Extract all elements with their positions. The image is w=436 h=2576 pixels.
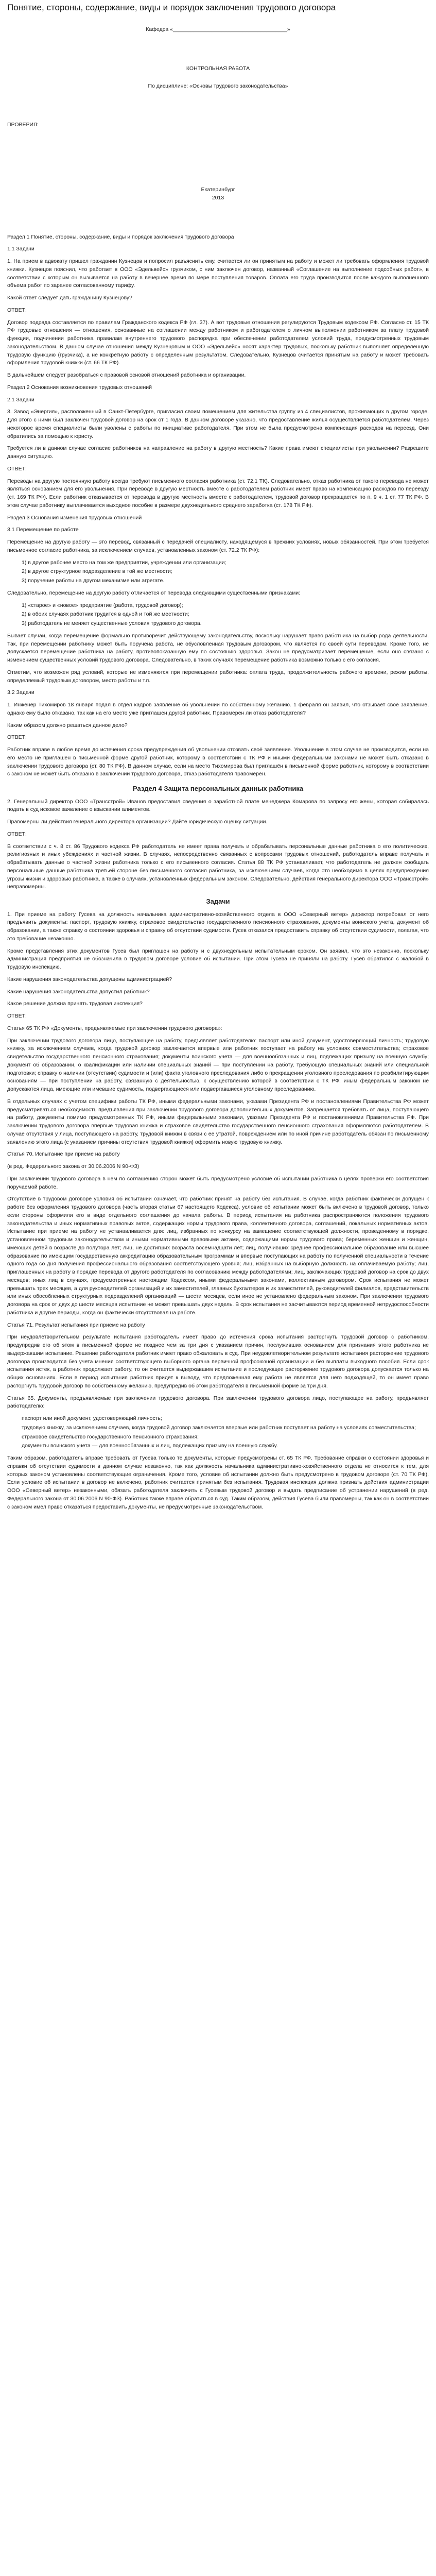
paragraph: Статья 65. Документы, предъявляемые при заключении трудового договора. При заключении трудового договора лицо, поступающее на работу, предъявляет работодателю: bbox=[7, 1395, 429, 1410]
list-item: 1) в другое рабочее место на том же предприятии, учреждении или организации; bbox=[22, 559, 226, 566]
paragraph: Раздел 2 Основания возникновения трудовых отношений bbox=[7, 384, 152, 391]
list-item: 2) в другое структурное подразделение в той же местности; bbox=[22, 568, 172, 575]
document-title: Понятие, стороны, содержание, виды и порядок заключения трудового договора bbox=[7, 3, 336, 12]
paragraph: Какой ответ следует дать гражданину Кузнецову? bbox=[7, 295, 132, 301]
paragraph: 2.1 Задачи bbox=[7, 396, 34, 403]
paragraph: (в ред. Федерального закона от 30.06.2006 N 90-ФЗ) bbox=[7, 1163, 139, 1170]
paragraph: Бывает случаи, когда перемещение формально противоречит действующему законодательству, поскольку нарушает право работника на выбор рода деятельности. Так, при перемещении работнику может быть поручена работа, не обусловленная трудовым договором, что является по своей сути переводом. Кроме того, не допускается перемещение работника на работу, противопоказанную ему по состоянию здоровья. Закон не предусматривает перемещение, если оно связано с изменением существенных условий трудового договора. Следовательно, в таких случаях перемещение работника возможно только с его согласия. bbox=[7, 632, 429, 664]
paragraph: Работник вправе в любое время до истечения срока предупреждения об увольнении отозвать своё заявление. Увольнение в этом случае не производится, если на его место не приглашен в письменной форме другой работник, которому в соответствии с ТК РФ и иными федеральными законами не может быть отказано в заключении трудового договора (ст. 80 ТК РФ). В данном случае, если на место Тихомирова был приглашён в письменной форме работник, которому в соответствии с законом не может быть отказано в заключении трудового договора, отказ работодателя правомерен. bbox=[7, 747, 429, 777]
paragraph: Договор подряда составляется по правилам Гражданского кодекса РФ (гл. 37). А вот трудовые отношения регулируются Трудовым кодексом РФ. Согласно ст. 15 ТК РФ трудовые отношения — отношения, основанные на соглашении между работником и работодателем о личном выполнении работником за плату трудовой функции, подчинении работника правилам внутреннего трудового распорядка при обеспечении работодателем условий труда, предусмотренных трудовым законодательством. В данном случае отношения между Кузнецовым и ООО «Эдельвейс» носят характер трудовых, поскольку работник выполняет определенную трудовую функцию (грузчика), а не конкретную работу с определенным результатом. Следовательно, Кузнецов считается принятым на работу и может требовать оформления трудовой книжки (ст. 66 ТК РФ). bbox=[7, 319, 429, 366]
discipline: По дисциплине: «Основы трудового законодательства» bbox=[148, 82, 288, 89]
body-list bbox=[7, 1415, 429, 1450]
paragraph: 2. Генеральный директор ООО «Трансстрой» Иванов предоставил сведения о заработной плате менеджера Комарова по запросу его жены, которая собиралась подать в суд исковое заявление о взыскании алиментов. bbox=[7, 798, 429, 813]
paragraph: 3.2 Задачи bbox=[7, 689, 34, 696]
section-heading: Задачи bbox=[206, 897, 230, 906]
paragraph: 3. Завод «Энергия», расположенный в Санкт-Петербурге, пригласил своим помещением для жительства группу из 4 специалистов, проживающих в другом городе. Для этого с ними был заключен трудовой договор на срок от 1 года. В данном договоре указано, что предоставление жилья осуществляется работодателем. Через некоторое время специалисты были уволены с работы по инициативе работодателя. При этом не была предусмотрена компенсация расходов на переезд. Они обратились за помощью к юристу. bbox=[7, 409, 429, 439]
paragraph: Раздел 1 Понятие, стороны, содержание, виды и порядок заключения трудового договора bbox=[7, 233, 234, 240]
paragraph: 1. На прием в адвокату пришел гражданин Кузнецов и попросил разъяснить ему, считается ли он принятым на работу и может ли требовать оформления трудовой книжки. Кузнецов пояснил, что работает в ООО «Эдельвейс» грузчиком, с ним заключен договор, названный «Соглашение на выполнение подсобных работ», в соответствии с которым он вызывается на работу в вечернее время по мере поступления товаров. Оплата его труда производится после каждого выполненного объема работ по заранее согласованному тарифу. bbox=[7, 258, 429, 289]
paragraph: Таким образом, работодатель вправе требовать от Гусева только те документы, которые предусмотрены ст. 65 ТК РФ. Требование справки о состоянии здоровья и справки об отсутствии судимости в данном случае незаконно, так как должность начальника административно-хозяйственного отдела не относится к тем, для которых законом установлены соответствующие ограничения. Кроме того, условие об испытании должно быть предусмотрено в трудовом договоре (ст. 70 ТК РФ). Если условие об испытании в договор не включено, работник считается принятым без испытания. Трудовая инспекция должна признать действия администрации ООО «Северный ветер» незаконными, обязать работодателя заключить с Гусевым трудовой договор и выдать предписание об устранении нарушений (в ред. Федерального закона от 30.06.2006 N 90-ФЗ). Работник также вправе обратиться в суд. Таким образом, действия Гусева были правомерны, так как он в соответствии с законом имел право отказаться предоставить документы, не предусмотренные законодательством. bbox=[7, 1455, 429, 1510]
paragraph: ОТВЕТ: bbox=[7, 734, 27, 741]
paragraph: Отсутствие в трудовом договоре условия об испытании означает, что работник принят на работу без испытания. В случае, когда работник фактически допущен к работе без оформления трудового договора (часть вторая статьи 67 настоящего Кодекса), условие об испытании может быть включено в трудовой договор, только если стороны оформили его в виде отдельного соглашения до начала работы. В период испытания на работника распространяются положения трудового законодательства и иных нормативных правовых актов, содержащих нормы трудового права, коллективного договора, соглашений, локальных нормативных актов. Испытание при приеме на работу не устанавливается для: лиц, избранных по конкурсу на замещение соответствующей должности, проведенному в порядке, установленном трудовым законодательством и иными нормативными правовыми актами, содержащими нормы трудового права; беременных женщин и женщин, имеющих детей в возрасте до полутора лет; лиц, не достигших возраста восемнадцати лет; лиц, получивших среднее профессиональное образование или высшее образование по имеющим государственную аккредитацию образовательным программам и впервые поступающих на работу по полученной специальности в течение одного года со дня получения профессионального образования соответствующего уровня; лиц, избранных на выборную должность на оплачиваемую работу; лиц, приглашенных на работу в порядке перевода от другого работодателя по согласованию между работодателями; лиц, заключающих трудовой договор на срок до двух месяцев; иных лиц в случаях, предусмотренных настоящим Кодексом, иными федеральными законами, коллективным договором. Срок испытания не может превышать трех месяцев, а для руководителей организаций и их заместителей, главных бухгалтеров и их заместителей, руководителей филиалов, представительств или иных обособленных структурных подразделений организаций — шести месяцев, если иное не установлено федеральным законом. При заключении трудового договора на срок от двух до шести месяцев испытание не может превышать двух недель. В срок испытания не засчитываются период временной нетрудоспособности работника и другие периоды, когда он фактически отсутствовал на работе. bbox=[7, 1196, 429, 1316]
paragraph: 1. Инженер Тихомиров 18 января подал в отдел кадров заявление об увольнении по собственному желанию. 1 февраля он заявил, что отзывает своё заявление, однако ему было отказано, так как на его место уже приглашен другой работник. Правомерен ли отказ работодателя? bbox=[7, 702, 429, 716]
list-item: трудовую книжку, за исключением случаев, когда трудовой договор заключается впервые или работник поступает на работу на условиях совместительства; bbox=[22, 1424, 416, 1431]
paragraph: ОТВЕТ: bbox=[7, 1013, 27, 1020]
paragraph: 1. При приеме на работу Гусева на должность начальника административно-хозяйственного отдела в ООО «Северный ветер» директор потребовал от него предъявить документы: паспорт, трудовую книжку, страховое свидетельство государственного пенсионного страхования, документы воинского учета, документ об образовании, а также справку о состоянии здоровья и справку об отсутствии судимости. Гусев отказался предоставить справку об отсутствии судимости, полагая, что это требование незаконно. bbox=[7, 911, 429, 942]
year: 2013 bbox=[212, 194, 224, 201]
city: Екатеринбург bbox=[201, 187, 235, 193]
paragraph: Переводы на другую постоянную работу всегда требуют письменного согласия работника (ст. 72.1 ТК). Следовательно, отказ работника от такого перевода не может являться основанием для его увольнения. При переводе в другую местность вместе с работодателем работник имеет право на компенсацию расходов по переезду (ст. 169 ТК РФ). Если работник отказывается от перевода в другую местность вместе с работодателем, трудовой договор прекращается по п. 9 ч. 1 ст. 77 ТК РФ. В этом случае работнику выплачивается выходное пособие в размере двухнедельного среднего заработка (ст. 178 ТК РФ). bbox=[7, 478, 429, 509]
list-item: 1) «старое» и «новое» предприятие (работа, трудовой договор); bbox=[22, 602, 183, 608]
paragraph: Следовательно, перемещение на другую работу отличается от перевода следующими существенными признаками: bbox=[7, 589, 301, 596]
document-body bbox=[7, 233, 429, 1512]
paragraph: 1.1 Задачи bbox=[7, 246, 34, 252]
paragraph: При неудовлетворительном результате испытания работодатель имеет право до истечения срока испытания расторгнуть трудовой договор с работником, предупредив его об этом в письменной форме не позднее чем за три дня с указанием причин, послуживших основанием для признания этого работника не выдержавшим испытание. Решение работодателя работник имеет право обжаловать в суд. При неудовлетворительном результате испытания расторжение трудового договора производится без учета мнения соответствующего выборного органа первичной профсоюзной организации и без выплаты выходного пособия. Если срок испытания истек, а работник продолжает работу, то он считается выдержавшим испытание и последующее расторжение трудового договора допускается только на общих основаниях. Если в период испытания работник придет к выводу, что предложенная ему работа не является для него подходящей, то он имеет право расторгнуть трудовой договор по собственному желанию, предупредив об этом работодателя в письменной форме за три дня. bbox=[7, 1334, 429, 1389]
paragraph: Статья 71. Результат испытания при приеме на работу bbox=[7, 1321, 145, 1328]
paragraph: Требуется ли в данном случае согласие работников на направление на работу в другую местность? Какие права имеют специалисты при увольнении? Разрешите данную ситуацию. bbox=[7, 445, 429, 460]
body-list bbox=[7, 602, 429, 628]
kafedra-line: Кафедра «______________________________________» bbox=[146, 26, 290, 33]
paragraph: Отметим, что возможен ряд условий, которые не изменяются при перемещении работника: оплата труда, продолжительность рабочего времени, режим работы, определяемый трудовым договором, место работы и т.п. bbox=[7, 669, 429, 684]
paragraph: ОТВЕТ: bbox=[7, 307, 27, 313]
paragraph: При заключении трудового договора лицо, поступающее на работу, предъявляет работодателю: паспорт или иной документ, удостоверяющий личность; трудовую книжку, за исключением случаев, когда трудовой договор заключается впервые или работник поступает на работу на условиях совместительства; страховое свидетельство государственного пенсионного страхования; документы воинского учета — для военнообязанных и лиц, подлежащих призыву на военную службу; документ об образовании, о квалификации или наличии специальных знаний — при поступлении на работу, требующую специальных знаний или специальной подготовки; справку о наличии (отсутствии) судимости и (или) факта уголовного преследования либо о прекращении уголовного преследования по реабилитирующим основаниям — при поступлении на работу, связанную с деятельностью, к осуществлению которой в соответствии с ТК РФ, иным федеральным законом не допускаются лица, имеющие или имевшие судимость, подвергающиеся или подвергавшиеся уголовному преследованию. bbox=[7, 1037, 429, 1093]
paragraph: 3.1 Перемещение по работе bbox=[7, 527, 79, 533]
paragraph: ОТВЕТ: bbox=[7, 831, 27, 837]
work-type: КОНТРОЛЬНАЯ РАБОТА bbox=[186, 65, 250, 72]
section-heading: Раздел 4 Защита персональных данных работника bbox=[132, 785, 304, 793]
list-item: страховое свидетельство государственного пенсионного страхования; bbox=[22, 1433, 199, 1440]
list-item: паспорт или иной документ, удостоверяющий личность; bbox=[22, 1415, 162, 1422]
title-page bbox=[7, 26, 429, 202]
list-item: 3) поручение работы на другом механизме или агрегате. bbox=[22, 578, 165, 584]
paragraph: Каким образом должно решаться данное дело? bbox=[7, 722, 128, 728]
paragraph: Какое решение должна принять трудовая инспекция? bbox=[7, 1001, 143, 1007]
body-list bbox=[7, 559, 429, 585]
paragraph: Какие нарушения законодательства допущены администрацией? bbox=[7, 976, 172, 982]
list-item: 2) в обоих случаях работник трудится в одной и той же местности; bbox=[22, 611, 189, 618]
paragraph: ОТВЕТ: bbox=[7, 465, 27, 472]
paragraph: Кроме представления этих документов Гусев был приглашен на работу и с двухнедельным испытательным сроком. Он заявил, что это незаконно, поскольку администрация предприятия не обозначила в трудовом договоре условие об испытании. При этом Гусева не приняли на работу. Гусев обратился с жалобой в трудовую инспекцию. bbox=[7, 947, 429, 971]
checked-by: ПРОВЕРИЛ: bbox=[7, 122, 39, 128]
list-item: 3) работодатель не меняет существенные условия трудового договора. bbox=[22, 620, 202, 627]
paragraph: Статья 65 ТК РФ «Документы, предъявляемые при заключении трудового договора»: bbox=[7, 1025, 222, 1031]
paragraph: Статья 70. Испытание при приеме на работу bbox=[7, 1151, 120, 1158]
paragraph: Перемещение на другую работу — это перевод, связанный с передачей специалисту, находящемуся в прежних условиях, новых обязанностей. При этом требуется письменное согласие работника, за исключением случаев, установленных законом (ст. 72.2 ТК РФ): bbox=[7, 539, 429, 553]
paragraph: В дальнейшем следует разобраться с правовой основой отношений работника и организации. bbox=[7, 372, 246, 379]
list-item: документы воинского учета — для военнообязанных и лиц, подлежащих призыву на военную службу. bbox=[22, 1443, 278, 1449]
paragraph: При заключении трудового договора в нем по соглашению сторон может быть предусмотрено условие об испытании работника в целях проверки его соответствия поручаемой работе. bbox=[7, 1175, 429, 1190]
paragraph: В отдельных случаях с учетом специфики работы ТК РФ, иными федеральными законами, указами Президента РФ и постановлениями Правительства РФ может предусматриваться необходимость предъявления при заключении трудового договора дополнительных документов. Запрещается требовать от лица, поступающего на работу, документы помимо предусмотренных ТК РФ, иными федеральными законами, указами Президента РФ и постановлениями Правительства РФ. При заключении трудового договора впервые трудовая книжка и страховое свидетельство государственного пенсионного страхования оформляются работодателем. В случае отсутствия у лица, поступающего на работу, трудовой книжки в связи с ее утратой, повреждением или по иной причине работодатель обязан по письменному заявлению этого лица (с указанием причины отсутствия трудовой книжки) оформить новую трудовую книжку. bbox=[7, 1098, 429, 1145]
paragraph: В соответствии с ч. 8 ст. 86 Трудового кодекса РФ работодатель не имеет права получать и обрабатывать персональные данные работника о его политических, религиозных и иных убеждениях и частной жизни. В случаях, непосредственно связанных с вопросами трудовых отношений, работодатель вправе получать и обрабатывать данные о частной жизни работника только с его письменного согласия. Статья 88 ТК РФ устанавливает, что работодатель не должен сообщать персональные данные работника третьей стороне без письменного согласия работника, за исключением случаев, когда это необходимо в целях предупреждения угрозы жизни и здоровью работника, а также в случаях, установленных федеральным законом. Следовательно, действия генерального директора ООО «Трансстрой» неправомерны. bbox=[7, 843, 429, 890]
paragraph: Раздел 3 Основания изменения трудовых отношений bbox=[7, 514, 142, 521]
paragraph: Правомерны ли действия генерального директора организации? Дайте юридическую оценку ситуации. bbox=[7, 819, 268, 825]
paragraph: Какие нарушения законодательства допустил работник? bbox=[7, 988, 150, 995]
